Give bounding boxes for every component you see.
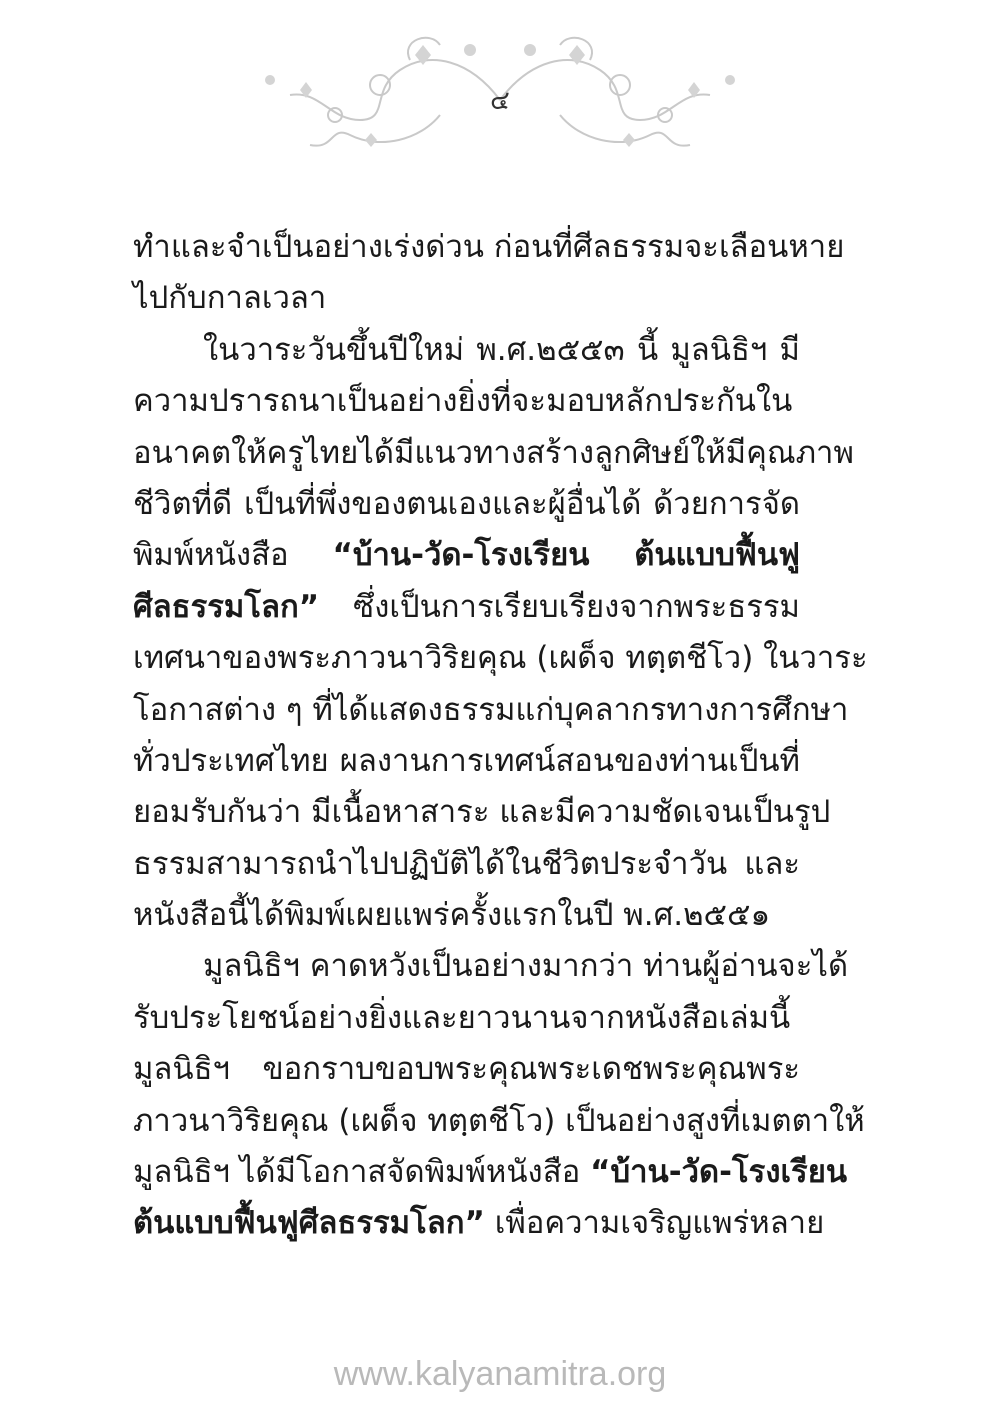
text-line: ไปกับกาลเวลา bbox=[133, 280, 327, 317]
text-line: โอกาสต่าง ๆ ที่ได้แสดงธรรมแก่บุคลากรทางการศึกษา bbox=[133, 691, 849, 728]
text-line: ธรรมสามารถนำไปปฏิบัติได้ในชีวิตประจำวัน และ bbox=[133, 845, 800, 882]
text-line: รับประโยชน์อย่างยิ่งและยาวนานจากหนังสือเล่มนี้ bbox=[133, 999, 791, 1036]
text-line: มูลนิธิฯ ขอกราบขอบพระคุณพระเดชพระคุณพระ bbox=[133, 1051, 800, 1088]
book-title: ต้นแบบฟื้นฟูศีลธรรมโลก” bbox=[133, 1205, 485, 1242]
page-header bbox=[0, 0, 1000, 200]
text-line bbox=[133, 582, 800, 633]
text-line: อนาคตให้ครูไทยได้มีแนวทางสร้างลูกศิษย์ให้มีคุณภาพ bbox=[133, 434, 854, 471]
text-line: ภาวนาวิริยคุณ (เผด็จ ทตฺตชีโว) เป็นอย่างสูงที่เมตตาให้ bbox=[133, 1102, 865, 1139]
text-line: เทศนาของพระภาวนาวิริยคุณ (เผด็จ ทตฺตชีโว) ในวาระ bbox=[133, 640, 868, 677]
text-run: มูลนิธิฯ ได้มีโอกาสจัดพิมพ์หนังสือ bbox=[133, 1154, 591, 1191]
text-line: มูลนิธิฯ คาดหวังเป็นอย่างมากว่า ท่านผู้อ่านจะได้ bbox=[203, 948, 849, 985]
book-title: “บ้าน-วัด-โรงเรียน bbox=[590, 1154, 848, 1191]
body-text bbox=[133, 222, 868, 1250]
book-title: ศีลธรรมโลก” bbox=[133, 588, 320, 625]
text-line bbox=[133, 530, 800, 581]
text-line: ทำและจำเป็นอย่างเร่งด่วน ก่อนที่ศีลธรรมจะเลือนหาย bbox=[133, 229, 845, 265]
book-title: “บ้าน-วัด-โรงเรียน ต้นแบบฟื้นฟู bbox=[332, 537, 800, 574]
text-line bbox=[133, 1147, 848, 1198]
text-run: เพื่อความเจริญแพร่หลาย bbox=[484, 1205, 825, 1242]
text-line: ชีวิตที่ดี เป็นที่พึ่งของตนเองและผู้อื่นได้ ด้วยการจัด bbox=[133, 485, 800, 522]
text-line: ในวาระวันขึ้นปีใหม่ พ.ศ.๒๕๕๓ นี้ มูลนิธิฯ มี bbox=[203, 331, 800, 368]
text-run: พิมพ์หนังสือ bbox=[133, 537, 333, 574]
page-number: ๔ bbox=[490, 86, 510, 116]
website-url: www.kalyanamitra.org bbox=[333, 1355, 667, 1393]
text-line: ทั่วประเทศไทย ผลงานการเทศน์สอนของท่านเป็นที่ bbox=[133, 742, 800, 779]
text-line: หนังสือนี้ได้พิมพ์เผยแพร่ครั้งแรกในปี พ.ศ.๒๕๕๑ bbox=[133, 897, 771, 934]
text-line bbox=[133, 1198, 825, 1249]
text-line: ความปรารถนาเป็นอย่างยิ่งที่จะมอบหลักประกันใน bbox=[133, 383, 793, 420]
text-line: ยอมรับกันว่า มีเนื้อหาสาระ และมีความชัดเจนเป็นรูป bbox=[133, 794, 831, 831]
text-run: ซึ่งเป็นการเรียบเรียงจากพระธรรม bbox=[319, 588, 800, 625]
